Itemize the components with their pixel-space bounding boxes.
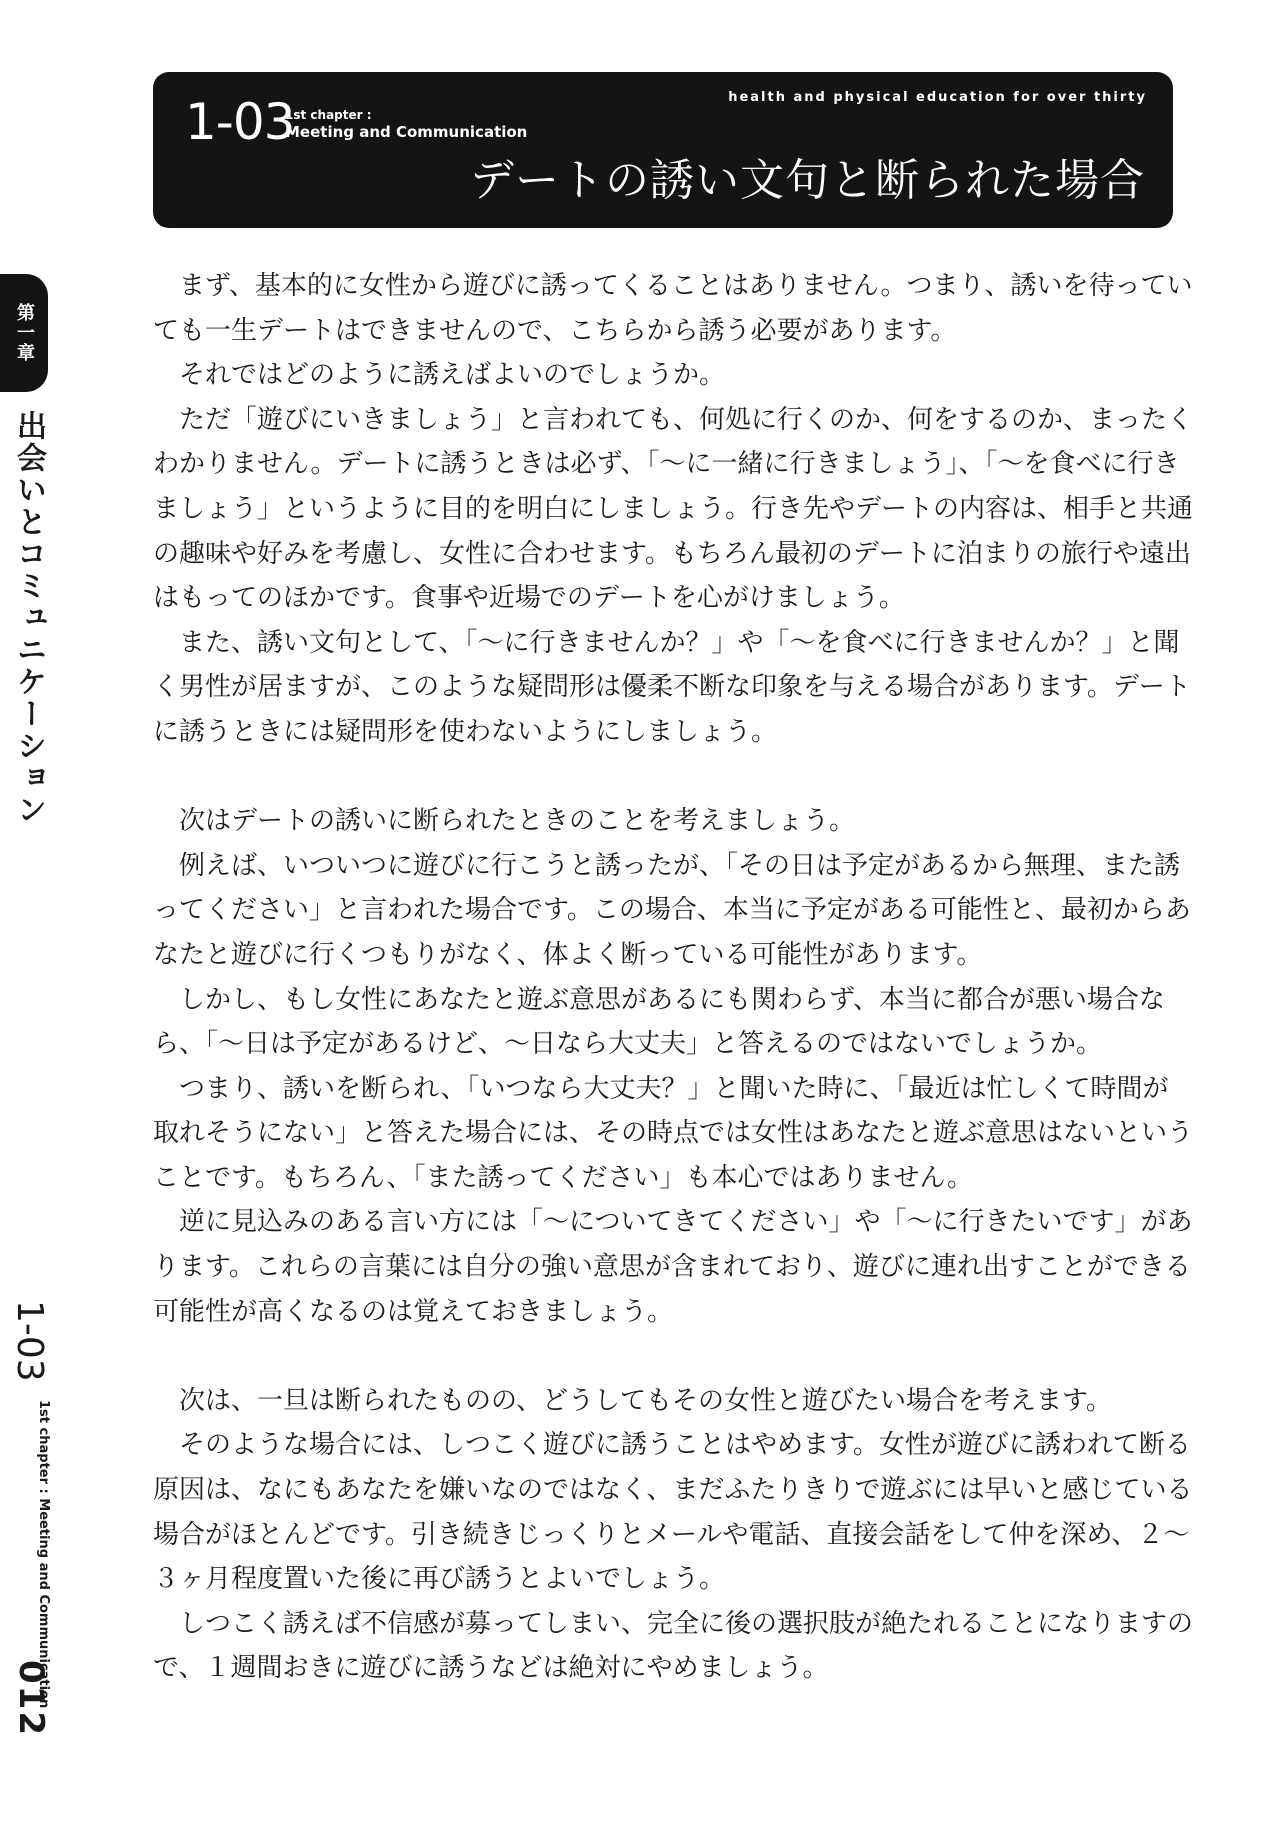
paragraph: 逆に見込みのある言い方には「〜についてきてください」や「〜に行きたいです」があります。これらの言葉には自分の強い意思が含まれており、遊びに連れ出すことができる可能性が高くなるのは覚えておきましょう。 bbox=[153, 1207, 1193, 1327]
paragraph: つまり、誘いを断られ、「いつなら大丈夫？」と聞いた時に、「最近は忙しくて時間が取れそうにない」と答えた場合には、その時点では女性はあなたと遊ぶ意思はないということです。もちろん、「また誘ってください」も本心ではありません。 bbox=[153, 1073, 1194, 1193]
side-section-number: 1-03 bbox=[9, 1300, 50, 1382]
chapter-tab bbox=[0, 274, 48, 392]
paragraph-spacer bbox=[153, 755, 1193, 800]
paragraph: それではどのように誘えばよいのでしょうか。 bbox=[179, 360, 726, 391]
paragraph: 次は、一旦は断られたものの、どうしてもその女性と遊びたい場合を考えます。 bbox=[179, 1385, 1112, 1416]
chapter-title: Meeting and Communication bbox=[285, 123, 528, 141]
paragraph-spacer bbox=[153, 1334, 1193, 1379]
paragraph: そのような場合には、しつこく遊びに誘うことはやめます。女性が遊びに誘われて断る原因は、なにもあなたを嫌いなのではなく、まだふたりきりで遊ぶには早いと感じている場合がほとんどです。引き続きじっくりとメールや電話、直接会話をして仲を深め、２〜３ヶ月程度置いた後に再び誘うとよいでしょう。 bbox=[153, 1430, 1193, 1595]
paragraph: また、誘い文句として、「〜に行きませんか？」や「〜を食べに行きませんか？」と聞く男性が居ますが、このような疑問形は優柔不断な印象を与える場合があります。デートに誘うときには疑問形を使わないようにしましょう。 bbox=[153, 627, 1191, 747]
section-header bbox=[153, 72, 1173, 228]
paragraph: まず、基本的に女性から遊びに誘ってくることはありません。つまり、誘いを待っていても一生デートはできませんので、こちらから誘う必要があります。 bbox=[153, 271, 1193, 346]
body-text bbox=[153, 264, 1193, 1691]
section-number: 1-03 bbox=[185, 93, 295, 151]
chapter-label: 1st chapter : bbox=[285, 108, 372, 122]
page-title: デートの誘い文句と断られた場合 bbox=[470, 155, 1145, 206]
chapter-tab-label: 第一章 bbox=[14, 303, 35, 363]
side-chapter-label: 1st chapter : Meeting and Communication bbox=[36, 1400, 51, 1709]
paragraph: しかし、もし女性にあなたと遊ぶ意思があるにも関わらず、本当に都合が悪い場合なら、「〜日は予定があるけど、〜日なら大丈夫」と答えるのではないでしょうか。 bbox=[153, 984, 1165, 1060]
series-tagline: health and physical education for over thirty bbox=[728, 90, 1147, 105]
paragraph: 次はデートの誘いに断られたときのことを考えましょう。 bbox=[179, 806, 856, 837]
side-chapter-name: 出会いとコミュニケーション bbox=[11, 410, 46, 826]
paragraph: 例えば、いついつに遊びに行こうと誘ったが、「その日は予定があるから無理、また誘ってください」と言われた場合です。この場合、本当に予定がある可能性と、最初からあなたと遊びに行くつもりがなく、体よく断っている可能性があります。 bbox=[153, 850, 1191, 970]
paragraph: しつこく誘えば不信感が募ってしまい、完全に後の選択肢が絶たれることになりますので、１週間おきに遊びに誘うなどは絶対にやめましょう。 bbox=[153, 1608, 1194, 1684]
page-number: 012 bbox=[11, 1660, 51, 1737]
paragraph: ただ「遊びにいきましょう」と言われても、何処に行くのか、何をするのか、まったくわかりません。デートに誘うときは必ず、「〜に一緒に行きましょう」、「〜を食べに行きましょう」というように目的を明白にしましょう。行き先やデートの内容は、相手と共通の趣味や好みを考慮し、女性に合わせます。もちろん最初のデートに泊まりの旅行や遠出はもってのほかです。食事や近場でのデートを心がけましょう。 bbox=[153, 404, 1194, 614]
